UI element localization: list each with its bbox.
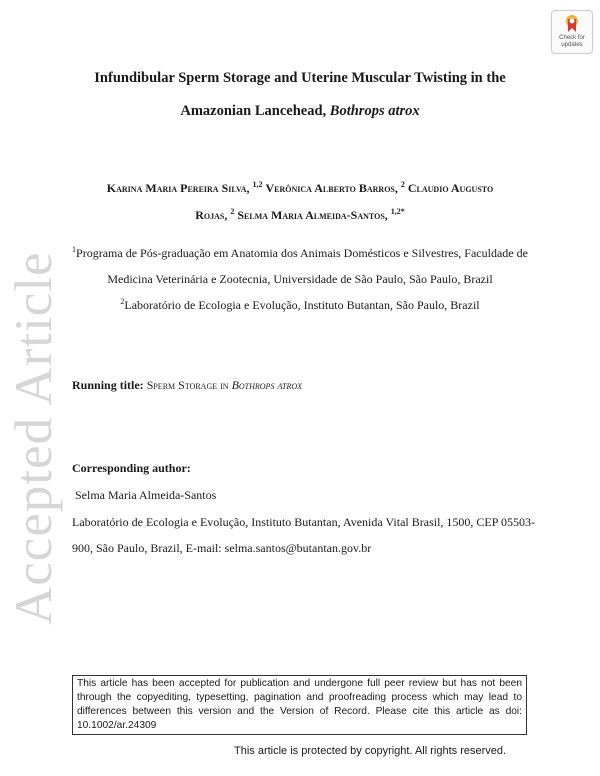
affiliation-2: $^2$Laboratório de Ecologia e Evolução, Instituto Butantan, São Paulo, Brazil — [120, 297, 480, 312]
author-1-affil: 1,2 — [252, 180, 263, 189]
article-title-line2: Amazonian Lancehead, Bothrops atrox — [180, 103, 420, 119]
author-2-affil: 2 — [400, 180, 405, 189]
author-3-cont: Rojas, — [195, 208, 228, 222]
bookmark-update-icon — [565, 15, 579, 33]
corresponding-address-line1: Laboratório de Ecologia e Evolução, Instituto Butantan, Avenida Vital Brasil, 1500, CEP 05503- — [72, 515, 535, 529]
running-title-text: Sperm Storage in — [146, 378, 232, 392]
corresponding-author-label: Corresponding author: — [72, 461, 191, 475]
article-title-line1: Infundibular Sperm Storage and Uterine Muscular Twisting in the — [94, 70, 506, 86]
authors-line2 — [60, 207, 540, 223]
authors-line1 — [60, 180, 540, 196]
running-title-species: Bothrops atrox — [231, 378, 303, 392]
badge-label: Check for updates — [559, 35, 585, 48]
copyright-footer: This article is protected by copyright. All rights reserved. — [234, 745, 507, 757]
affiliation-1-line2: Medicina Veterinária e Zootecnia, Universidade de São Paulo, São Paulo, Brazil — [107, 272, 493, 286]
accepted-article-notice: This article has been accepted for publication and undergone full peer review but has not been through the copyediting, typesetting, pagination and proofreading process which may lead to differences between this version and the Version of Record. Please cite this article as doi: 10.1002/ar.24309 — [72, 675, 527, 735]
affiliation-1-line1: $^1$Programa de Pós-graduação em Anatomia dos Animais Domésticos e Silvestres, Faculdade de — [72, 245, 528, 260]
author-4: Selma Maria Almeida-Santos, — [237, 208, 388, 222]
corresponding-address-line2: 900, São Paulo, Brazil, E-mail: selma.santos@butantan.gov.br — [72, 541, 372, 555]
running-title-label: Running title: — [72, 378, 144, 392]
author-3: Claudio Augusto — [407, 181, 494, 195]
author-3-affil: 2 — [230, 207, 235, 216]
species-name: Bothrops atrox — [329, 103, 420, 119]
author-4-affil: 1,2* — [390, 207, 405, 216]
accepted-article-watermark: Accepted Article — [5, 251, 63, 625]
author-2: Verônica Alberto Barros, — [265, 181, 398, 195]
corresponding-author-name: Selma Maria Almeida-Santos — [75, 488, 217, 502]
author-1: Karina Maria Pereira Silva, — [106, 181, 250, 195]
check-for-updates-badge[interactable] — [551, 10, 593, 54]
running-title — [72, 378, 302, 393]
